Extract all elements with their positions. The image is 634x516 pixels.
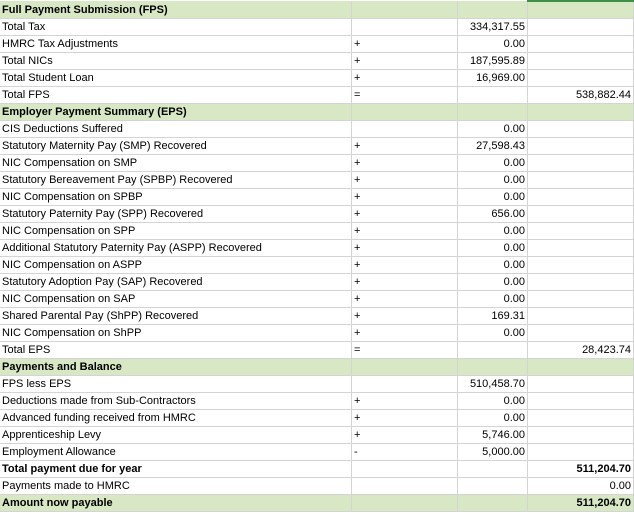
row-value[interactable] xyxy=(458,1,528,19)
row-value[interactable] xyxy=(458,87,528,104)
row-value[interactable]: 5,000.00 xyxy=(458,444,528,461)
row-value[interactable]: 5,746.00 xyxy=(458,427,528,444)
row-total[interactable] xyxy=(528,121,634,138)
row-total[interactable] xyxy=(528,376,634,393)
table-row xyxy=(0,342,634,359)
table-row xyxy=(0,19,634,36)
row-total[interactable] xyxy=(528,53,634,70)
table-row xyxy=(0,308,634,325)
table-row xyxy=(0,325,634,342)
row-operator[interactable] xyxy=(352,104,458,121)
row-label[interactable]: Statutory Paternity Pay (SPP) Recovered xyxy=(0,206,352,223)
row-operator[interactable]: + xyxy=(352,427,458,444)
row-value[interactable] xyxy=(458,495,528,512)
row-total[interactable] xyxy=(528,444,634,461)
table-row xyxy=(0,291,634,308)
row-operator[interactable] xyxy=(352,376,458,393)
row-total[interactable] xyxy=(528,291,634,308)
row-total[interactable] xyxy=(528,172,634,189)
row-operator[interactable] xyxy=(352,1,458,19)
row-operator[interactable] xyxy=(352,121,458,138)
row-operator[interactable] xyxy=(352,461,458,478)
row-value[interactable]: 0.00 xyxy=(458,257,528,274)
row-total[interactable] xyxy=(528,257,634,274)
row-operator[interactable]: = xyxy=(352,87,458,104)
row-label[interactable]: Employer Payment Summary (EPS) xyxy=(0,104,352,121)
row-operator[interactable] xyxy=(352,478,458,495)
row-total[interactable] xyxy=(528,1,634,19)
row-operator[interactable]: + xyxy=(352,53,458,70)
row-total[interactable] xyxy=(528,70,634,87)
row-value[interactable] xyxy=(458,359,528,376)
table-row xyxy=(0,36,634,53)
table-row xyxy=(0,393,634,410)
table-row xyxy=(0,155,634,172)
row-total[interactable] xyxy=(528,155,634,172)
row-label[interactable]: Total NICs xyxy=(0,53,352,70)
row-operator[interactable]: + xyxy=(352,155,458,172)
row-total[interactable]: 511,204.70 xyxy=(528,461,634,478)
row-total[interactable] xyxy=(528,36,634,53)
row-value[interactable]: 0.00 xyxy=(458,189,528,206)
section-header-row xyxy=(0,1,634,19)
row-total[interactable] xyxy=(528,189,634,206)
row-label[interactable]: Statutory Adoption Pay (SAP) Recovered xyxy=(0,274,352,291)
row-operator[interactable]: + xyxy=(352,274,458,291)
row-operator[interactable]: + xyxy=(352,291,458,308)
row-value[interactable]: 0.00 xyxy=(458,393,528,410)
row-operator[interactable]: + xyxy=(352,393,458,410)
row-label[interactable]: Deductions made from Sub-Contractors xyxy=(0,393,352,410)
row-label[interactable]: Payments made to HMRC xyxy=(0,478,352,495)
row-value[interactable]: 0.00 xyxy=(458,291,528,308)
table-row xyxy=(0,138,634,155)
row-value[interactable]: 16,969.00 xyxy=(458,70,528,87)
row-value[interactable]: 27,598.43 xyxy=(458,138,528,155)
row-total[interactable] xyxy=(528,206,634,223)
row-total[interactable] xyxy=(528,274,634,291)
row-total[interactable] xyxy=(528,104,634,121)
row-total[interactable] xyxy=(528,308,634,325)
row-operator[interactable]: + xyxy=(352,325,458,342)
row-value[interactable]: 0.00 xyxy=(458,325,528,342)
table-row xyxy=(0,172,634,189)
row-label[interactable]: Shared Parental Pay (ShPP) Recovered xyxy=(0,308,352,325)
table-row xyxy=(0,274,634,291)
row-label[interactable]: Apprenticeship Levy xyxy=(0,427,352,444)
table-row xyxy=(0,121,634,138)
row-value[interactable]: 0.00 xyxy=(458,410,528,427)
table-row xyxy=(0,87,634,104)
row-operator[interactable] xyxy=(352,19,458,36)
row-value[interactable]: 0.00 xyxy=(458,274,528,291)
row-label[interactable]: Total EPS xyxy=(0,342,352,359)
row-operator[interactable]: + xyxy=(352,70,458,87)
row-label[interactable]: CIS Deductions Suffered xyxy=(0,121,352,138)
row-total[interactable] xyxy=(528,240,634,257)
table-row xyxy=(0,189,634,206)
row-total[interactable] xyxy=(528,410,634,427)
row-value[interactable]: 656.00 xyxy=(458,206,528,223)
row-label[interactable]: FPS less EPS xyxy=(0,376,352,393)
row-operator[interactable]: + xyxy=(352,257,458,274)
row-operator[interactable]: + xyxy=(352,223,458,240)
table-row xyxy=(0,410,634,427)
table-row xyxy=(0,240,634,257)
row-total[interactable]: 538,882.44 xyxy=(528,87,634,104)
row-label[interactable]: NIC Compensation on SMP xyxy=(0,155,352,172)
row-value[interactable]: 0.00 xyxy=(458,121,528,138)
row-value[interactable]: 0.00 xyxy=(458,36,528,53)
section-header-row xyxy=(0,104,634,121)
row-operator[interactable]: + xyxy=(352,172,458,189)
row-value[interactable] xyxy=(458,342,528,359)
row-operator[interactable]: + xyxy=(352,206,458,223)
table-row xyxy=(0,376,634,393)
row-value[interactable]: 0.00 xyxy=(458,155,528,172)
row-label[interactable]: HMRC Tax Adjustments xyxy=(0,36,352,53)
row-total[interactable]: 28,423.74 xyxy=(528,342,634,359)
row-value[interactable]: 510,458.70 xyxy=(458,376,528,393)
table-row xyxy=(0,427,634,444)
row-value[interactable]: 0.00 xyxy=(458,223,528,240)
row-label[interactable]: Statutory Bereavement Pay (SPBP) Recovered xyxy=(0,172,352,189)
row-value[interactable] xyxy=(458,478,528,495)
table-row xyxy=(0,70,634,87)
row-operator[interactable] xyxy=(352,359,458,376)
row-total[interactable] xyxy=(528,325,634,342)
row-label[interactable]: NIC Compensation on SAP xyxy=(0,291,352,308)
row-operator[interactable]: + xyxy=(352,189,458,206)
row-total[interactable] xyxy=(528,19,634,36)
table-row xyxy=(0,53,634,70)
row-label[interactable]: Full Payment Submission (FPS) xyxy=(0,1,352,19)
row-total[interactable]: 511,204.70 xyxy=(528,495,634,512)
row-value[interactable]: 0.00 xyxy=(458,172,528,189)
row-label[interactable]: NIC Compensation on SPBP xyxy=(0,189,352,206)
row-label[interactable]: Amount now payable xyxy=(0,495,352,512)
row-operator[interactable]: = xyxy=(352,342,458,359)
row-label[interactable]: Statutory Maternity Pay (SMP) Recovered xyxy=(0,138,352,155)
table-row xyxy=(0,444,634,461)
row-total[interactable] xyxy=(528,393,634,410)
row-total[interactable]: 0.00 xyxy=(528,478,634,495)
row-operator[interactable] xyxy=(352,495,458,512)
row-total[interactable] xyxy=(528,223,634,240)
row-value[interactable]: 0.00 xyxy=(458,240,528,257)
row-label[interactable]: NIC Compensation on ShPP xyxy=(0,325,352,342)
row-operator[interactable]: + xyxy=(352,138,458,155)
table-row xyxy=(0,478,634,495)
row-label[interactable]: Additional Statutory Paternity Pay (ASPP) Recovered xyxy=(0,240,352,257)
table-row xyxy=(0,206,634,223)
section-header-row xyxy=(0,359,634,376)
row-label[interactable]: Employment Allowance xyxy=(0,444,352,461)
row-label[interactable]: Payments and Balance xyxy=(0,359,352,376)
row-value[interactable]: 187,595.89 xyxy=(458,53,528,70)
row-label[interactable]: Total Tax xyxy=(0,19,352,36)
row-value[interactable]: 169.31 xyxy=(458,308,528,325)
row-label[interactable]: NIC Compensation on ASPP xyxy=(0,257,352,274)
row-operator[interactable]: + xyxy=(352,36,458,53)
table-row xyxy=(0,223,634,240)
row-value[interactable] xyxy=(458,104,528,121)
section-header-row xyxy=(0,495,634,512)
row-label[interactable]: Advanced funding received from HMRC xyxy=(0,410,352,427)
row-label[interactable]: Total payment due for year xyxy=(0,461,352,478)
row-operator[interactable]: - xyxy=(352,444,458,461)
row-value[interactable] xyxy=(458,461,528,478)
row-label[interactable]: NIC Compensation on SPP xyxy=(0,223,352,240)
table-row xyxy=(0,257,634,274)
row-label[interactable]: Total Student Loan xyxy=(0,70,352,87)
row-label[interactable]: Total FPS xyxy=(0,87,352,104)
row-total[interactable] xyxy=(528,359,634,376)
row-operator[interactable]: + xyxy=(352,308,458,325)
row-operator[interactable]: + xyxy=(352,240,458,257)
row-total[interactable] xyxy=(528,138,634,155)
row-total[interactable] xyxy=(528,427,634,444)
table-row xyxy=(0,461,634,478)
row-operator[interactable]: + xyxy=(352,410,458,427)
row-value[interactable]: 334,317.55 xyxy=(458,19,528,36)
